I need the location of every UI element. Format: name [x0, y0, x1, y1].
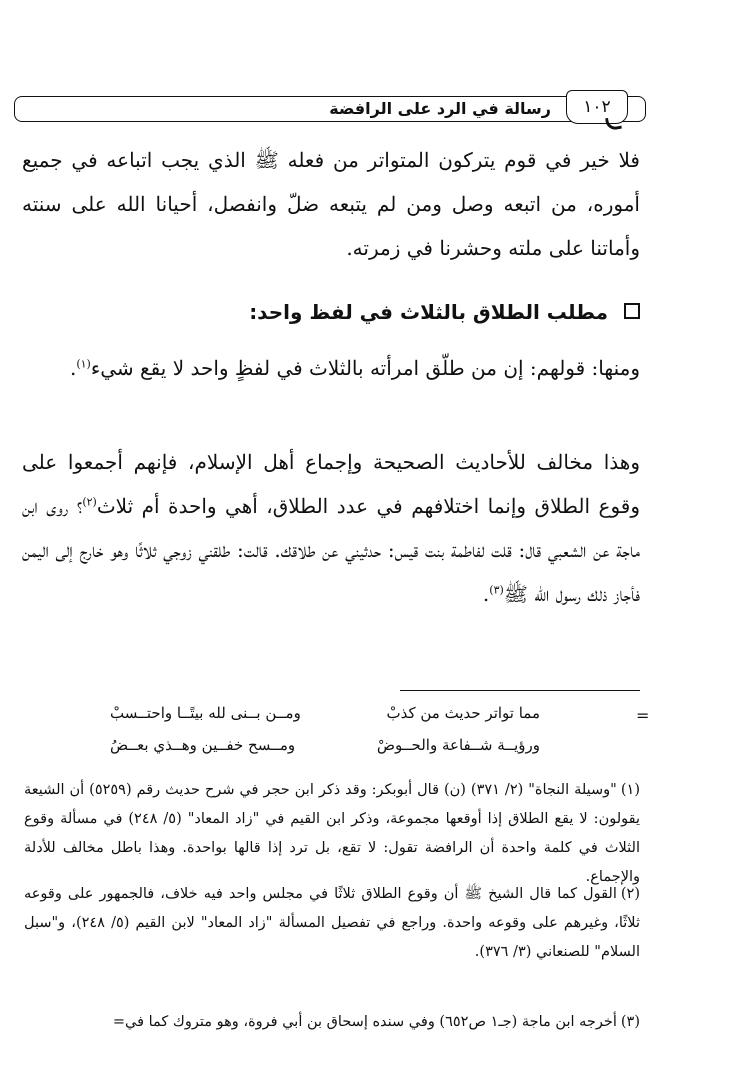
- footnote-ref-2[interactable]: (٢): [82, 495, 97, 509]
- footnote-2-text: القول كما قال الشيخ ﷺ أن وقوع الطلاق ثلاثًا في مجلس واحد فيه خلاف، فالجمهور على وقوعه ثلاثًا، وغيرهم على وقوعه واحدة. وراجع في تفصيل المسألة "زاد المعاد" لابن القيم (٥/ ٢٤٨)، و"سبل السلام" للصنعاني (٣/ ٣٧٦).: [24, 886, 640, 960]
- verse-1-right: مما تواتر حديث من كذبْ: [386, 704, 540, 722]
- footnote-3: [24, 1008, 640, 1037]
- paragraph-3-part2: ؟ روى ابن ماجة عن الشعبي قال: قلت لفاطمة بنت قيس: حدثيني عن طلاقك. قالت: طلقني زوجي ثلاثًا وهو خارج إلى اليمن فأجاز ذلك رسول الله ﷺ: [22, 494, 640, 606]
- verse-2-left: ومــسح خفــين وهــذي بعــضُ: [110, 736, 296, 754]
- footnote-1-text: "وسيلة النجاة" (٢/ ٣٧١) (ن) قال أبوبكر: وقد ذكر ابن حجر في شرح حديث رقم (٥٢٥٩) أن الشيعة يقولون: لا يقع الطلاق إذا أوقعها مجموعة، وذكر ابن القيم في "زاد المعاد" (٥/ ٢٤٨) في مسألة وقوع الثلاث في كلمة واحدة أن الرافضة تقول: لا تقع، بل ترد إذا قالها بواحدة. وهذا باطل مخالف للأدلة والإجماع.: [24, 782, 640, 885]
- continuation-mark: =: [636, 706, 650, 725]
- footnote-1-number: (١): [620, 782, 640, 798]
- footnote-3-number: (٣): [620, 1014, 640, 1030]
- footnote-ref-3[interactable]: (٣): [489, 583, 504, 597]
- running-header: [14, 90, 646, 128]
- section-checkbox-icon: [624, 303, 640, 319]
- footnote-2: [24, 880, 640, 967]
- paragraph-2: [22, 346, 640, 390]
- page-number-text: ١٠٢: [583, 97, 611, 117]
- paragraph-3-end: .: [482, 582, 490, 606]
- footnote-3-text: أخرجه ابن ماجة (جـ١ ص٦٥٢) وفي سنده إسحاق بن أبي فروة، وهو متروك كما في=: [112, 1014, 617, 1030]
- header-title: رسالة في الرد على الرافضة: [329, 99, 551, 118]
- paragraph-3: [22, 440, 640, 616]
- verse-line-2: [110, 736, 540, 764]
- tab-curl-icon: [605, 116, 622, 131]
- footnote-2-number: (٢): [620, 886, 640, 902]
- footnote-1: [24, 776, 640, 892]
- footnote-separator: [400, 690, 640, 691]
- verse-line-1: [110, 704, 540, 732]
- footnote-ref-1[interactable]: (١): [76, 357, 91, 371]
- paragraph-1: فلا خير في قوم يتركون المتواتر من فعله ﷺ الذي يجب اتباعه في جميع أموره، من اتبعه وصل ومن لم يتبعه ضلّ وانفصل، أحيانا الله على سنته وأماتنا على ملته وحشرنا في زمرته.: [22, 148, 640, 260]
- page-number: [566, 90, 628, 124]
- paragraph-2-end: .: [69, 356, 77, 380]
- paragraph-2-text: ومنها: قولهم: إن من طلّق امرأته بالثلاث في لفظٍ واحد لا يقع شيء: [90, 356, 640, 380]
- verse-2-right: ورؤيــة شــفاعة والحــوضْ: [376, 736, 540, 754]
- paragraph-3-part1: وهذا مخالف للأحاديث الصحيحة وإجماع أهل الإسلام، فإنهم أجمعوا على وقوع الطلاق وإنما اختلافهم في عدد الطلاق، أهي واحدة أم ثلاث: [22, 450, 641, 518]
- verse-1-left: ومــن بــنى لله بيتًــا واحتــسبْ: [110, 704, 301, 722]
- section-heading: مطلب الطلاق بالثلاث في لفظ واحد:: [249, 300, 608, 324]
